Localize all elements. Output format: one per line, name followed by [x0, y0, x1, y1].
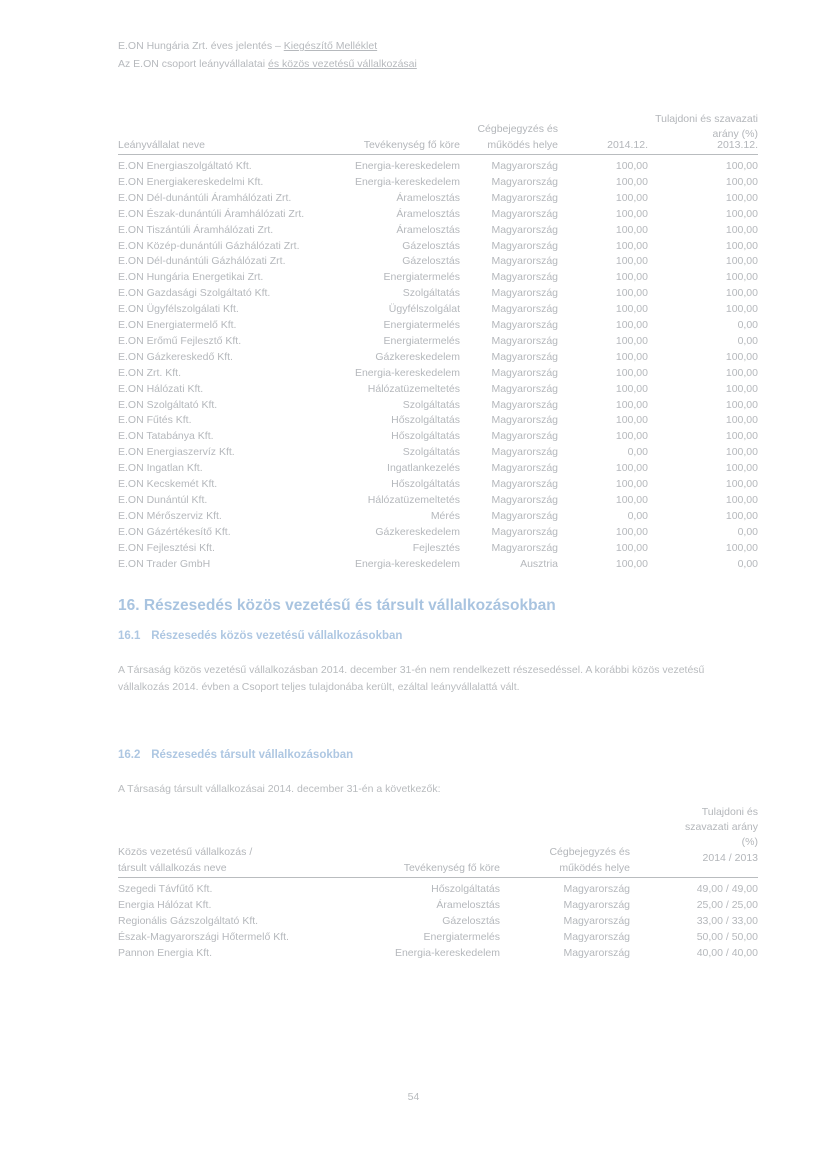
header-line-1 [118, 40, 377, 52]
company-name: E.ON Szolgáltató Kft. [118, 398, 218, 411]
activity: Energia-kereskedelem [354, 366, 460, 379]
country: Magyarország [491, 239, 558, 252]
table2-name-header-line-1: Közös vezetésű vállalkozás / [118, 846, 253, 858]
share-2013: 100,00 [725, 366, 758, 379]
header-line-2-link[interactable]: és közös vezetésű vállalkozásai [268, 58, 417, 70]
table-row [118, 192, 758, 206]
company-name: E.ON Trader GmbH [118, 557, 211, 570]
share-2014: 100,00 [615, 271, 648, 284]
share-values: 49,00 / 49,00 [696, 883, 758, 895]
activity: Gázkereskedelem [375, 350, 460, 363]
section-title-text: Részesedés közös vezetésű és társult vállalkozásokban [143, 597, 556, 614]
activity-header: Tevékenység fő köre [363, 139, 460, 151]
share-values: 25,00 / 25,00 [696, 898, 758, 911]
activity: Ügyfélszolgálat [388, 303, 460, 316]
share-2013: 100,00 [725, 478, 758, 490]
share-2014: 100,00 [615, 334, 648, 347]
share-2014: 100,00 [615, 462, 648, 475]
share-2014: 100,00 [615, 303, 648, 316]
country: Magyarország [491, 525, 558, 538]
activity: Energia-kereskedelem [394, 946, 500, 959]
activity: Energiatermelés [383, 334, 460, 347]
share-values: 50,00 / 50,00 [696, 930, 758, 943]
company-name: Energia Hálózat Kft. [118, 898, 212, 911]
table-row [118, 319, 758, 333]
table-row [118, 494, 758, 508]
company-name: E.ON Tiszántúli Áramhálózati Zrt. [118, 223, 274, 236]
page-number: 54 [407, 1091, 420, 1103]
year2-header: 2013.12. [717, 139, 758, 151]
share-2013: 100,00 [725, 430, 758, 443]
table-row [118, 351, 758, 365]
share-values: 33,00 / 33,00 [696, 914, 758, 927]
country: Magyarország [491, 366, 558, 379]
table-row [118, 176, 758, 190]
share-2013: 100,00 [725, 207, 758, 220]
company-name: E.ON Energiaszervíz Kft. [118, 446, 235, 459]
share-2013: 100,00 [725, 462, 758, 475]
activity: Fejlesztés [412, 541, 460, 554]
activity: Hőszolgáltatás [431, 883, 500, 895]
country: Magyarország [491, 191, 558, 204]
activity: Áramelosztás [396, 191, 460, 204]
share-2013: 100,00 [725, 223, 758, 236]
country: Magyarország [491, 350, 558, 363]
table2-years-header: 2014 / 2013 [702, 852, 758, 864]
table2-name-header-line-2: társult vállalkozás neve [118, 862, 227, 874]
share-2013: 100,00 [725, 271, 758, 284]
share-2013: 100,00 [725, 255, 758, 268]
activity: Hőszolgáltatás [391, 430, 460, 443]
company-name: E.ON Mérőszerviz Kft. [118, 509, 222, 522]
company-name: E.ON Energiatermelő Kft. [118, 319, 237, 331]
table-row [118, 883, 758, 897]
table-row [118, 160, 758, 174]
share-2014: 100,00 [615, 541, 648, 554]
share-2014: 100,00 [615, 287, 648, 300]
table2-share-header-line-3: (%) [741, 836, 758, 848]
table-row [118, 399, 758, 413]
share-2013: 0,00 [737, 319, 758, 331]
share-2013: 0,00 [737, 557, 758, 570]
table-row [118, 446, 758, 460]
share-2013: 100,00 [725, 303, 758, 316]
share-2013: 100,00 [725, 287, 758, 300]
share-2014: 100,00 [615, 350, 648, 363]
table-row [118, 526, 758, 540]
company-name: E.ON Dél-dunántúli Gázhálózati Zrt. [118, 255, 286, 268]
company-name: E.ON Zrt. Kft. [118, 366, 182, 379]
table-row [118, 478, 758, 492]
share-2014: 100,00 [615, 319, 648, 331]
table-row [118, 383, 758, 397]
activity: Hőszolgáltatás [391, 478, 460, 490]
table-row [118, 303, 758, 317]
section-title [118, 597, 556, 615]
table2-header-rule [118, 877, 758, 878]
year1-header: 2014.12. [607, 139, 648, 151]
table2-activity-header: Tevékenység fő köre [403, 862, 500, 874]
country: Ausztria [520, 557, 558, 570]
share-2013: 100,00 [725, 191, 758, 204]
table-row [118, 414, 758, 428]
activity: Energiatermelés [383, 319, 460, 331]
share-title-line-2: arány (%) [712, 128, 758, 140]
share-2013: 100,00 [725, 509, 758, 522]
activity: Áramelosztás [396, 207, 460, 220]
company-name: E.ON Dél-dunántúli Áramhálózati Zrt. [118, 191, 292, 204]
share-2014: 0,00 [627, 446, 648, 459]
table-row [118, 462, 758, 476]
share-2014: 100,00 [615, 207, 648, 220]
share-2013: 100,00 [725, 382, 758, 395]
country: Magyarország [563, 883, 630, 895]
activity: Hőszolgáltatás [391, 414, 460, 427]
company-name: E.ON Ügyfélszolgálati Kft. [118, 303, 239, 316]
subsection-2-title-text: Részesedés társult vállalkozásokban [151, 749, 354, 761]
subsection-1-title [118, 630, 402, 642]
company-name: E.ON Fűtés Kft. [118, 414, 192, 427]
country: Magyarország [491, 255, 558, 268]
table-row [118, 915, 758, 929]
company-name: E.ON Kecskemét Kft. [118, 478, 218, 490]
company-name: E.ON Erőmű Fejlesztő Kft. [118, 334, 242, 347]
subsection-1-number: 16.1 [118, 630, 141, 642]
share-2013: 0,00 [737, 334, 758, 347]
header-line-1-link[interactable]: Kiegészítő Melléklet [283, 40, 378, 52]
activity: Szolgáltatás [402, 287, 460, 300]
country: Magyarország [491, 303, 558, 316]
activity: Energia-kereskedelem [354, 557, 460, 570]
share-2013: 100,00 [725, 350, 758, 363]
company-name: E.ON Észak-dunántúli Áramhálózati Zrt. [118, 207, 305, 220]
company-name: E.ON Közép-dunántúli Gázhálózati Zrt. [118, 239, 300, 252]
share-2013: 100,00 [725, 446, 758, 459]
share-2014: 100,00 [615, 255, 648, 268]
table-row [118, 240, 758, 254]
company-name: E.ON Energiaszolgáltató Kft. [118, 160, 252, 172]
country: Magyarország [563, 914, 630, 927]
activity: Energiatermelés [383, 271, 460, 284]
share-values: 40,00 / 40,00 [696, 946, 758, 959]
table-row [118, 430, 758, 444]
activity: Energia-kereskedelem [354, 160, 460, 172]
table-row [118, 542, 758, 556]
company-name: Észak-Magyarországi Hőtermelő Kft. [118, 930, 289, 943]
activity: Gázelosztás [402, 255, 460, 268]
company-name: E.ON Gázkereskedő Kft. [118, 350, 233, 363]
country: Magyarország [491, 493, 558, 506]
company-name: E.ON Gázértékesítő Kft. [118, 525, 231, 538]
share-2013: 100,00 [725, 398, 758, 411]
share-2013: 100,00 [725, 493, 758, 506]
table2-share-header-line-2: szavazati arány [685, 821, 758, 833]
share-2014: 100,00 [615, 398, 648, 411]
name-header: Leányvállalat neve [118, 139, 205, 151]
header-line-1-prefix: E.ON Hungária Zrt. éves jelentés – [118, 40, 281, 52]
table-row [118, 224, 758, 238]
table2-share-header-line-1: Tulajdoni és [701, 806, 758, 818]
share-2013: 100,00 [725, 160, 758, 172]
company-name: E.ON Hungária Energetikai Zrt. [118, 271, 264, 284]
country: Magyarország [491, 541, 558, 554]
activity: Szolgáltatás [402, 398, 460, 411]
share-2013: 0,00 [737, 525, 758, 538]
country: Magyarország [563, 930, 630, 943]
company-name: Pannon Energia Kft. [118, 946, 212, 959]
company-name: E.ON Energiakereskedelmi Kft. [118, 175, 264, 188]
country: Magyarország [491, 382, 558, 395]
activity: Ingatlankezelés [387, 462, 460, 475]
country: Magyarország [491, 478, 558, 490]
company-name: E.ON Hálózati Kft. [118, 382, 204, 395]
table-row [118, 510, 758, 524]
activity: Gázelosztás [442, 914, 500, 927]
header-line-2-prefix: Az E.ON csoport leányvállalatai [118, 58, 266, 70]
company-name: E.ON Fejlesztési Kft. [118, 541, 215, 554]
share-2013: 100,00 [725, 414, 758, 427]
activity: Gázkereskedelem [375, 525, 460, 538]
activity: Energia-kereskedelem [354, 175, 460, 188]
country: Magyarország [491, 319, 558, 331]
section-number: 16. [118, 597, 140, 614]
table-row [118, 271, 758, 285]
country: Magyarország [491, 223, 558, 236]
share-2014: 0,00 [627, 509, 648, 522]
activity: Szolgáltatás [402, 446, 460, 459]
table2-country-header-line-1: Cégbejegyzés és [549, 846, 630, 858]
subsection-2-title [118, 749, 353, 761]
share-2014: 100,00 [615, 525, 648, 538]
share-2013: 100,00 [725, 175, 758, 188]
share-2014: 100,00 [615, 239, 648, 252]
table-row [118, 558, 758, 572]
share-2013: 100,00 [725, 541, 758, 554]
share-2014: 100,00 [615, 557, 648, 570]
activity: Hálózatüzemeltetés [367, 493, 460, 506]
country: Magyarország [491, 446, 558, 459]
table-row [118, 208, 758, 222]
table1-header-rule [118, 154, 758, 155]
country: Magyarország [491, 160, 558, 172]
country: Magyarország [491, 414, 558, 427]
share-2014: 100,00 [615, 223, 648, 236]
share-2014: 100,00 [615, 366, 648, 379]
table-row [118, 899, 758, 913]
table-row [118, 931, 758, 945]
share-2014: 100,00 [615, 414, 648, 427]
country-header-line-2: működés helye [487, 139, 558, 151]
country: Magyarország [491, 207, 558, 220]
company-name: Regionális Gázszolgáltató Kft. [118, 914, 259, 927]
activity: Áramelosztás [436, 898, 500, 911]
company-name: E.ON Ingatlan Kft. [118, 462, 203, 475]
subsection-2-intro: A Társaság társult vállalkozásai 2014. december 31-én a következők: [118, 783, 441, 795]
header-line-2 [118, 58, 417, 70]
company-name: E.ON Tatabánya Kft. [118, 430, 214, 443]
country: Magyarország [563, 898, 630, 911]
activity: Energiatermelés [423, 930, 500, 943]
share-2014: 100,00 [615, 493, 648, 506]
activity: Hálózatüzemeltetés [367, 382, 460, 395]
subsection-2-number: 16.2 [118, 749, 141, 761]
share-2013: 100,00 [725, 239, 758, 252]
country: Magyarország [491, 430, 558, 443]
country: Magyarország [491, 398, 558, 411]
country-header-line-1: Cégbejegyzés és [477, 123, 558, 135]
share-2014: 100,00 [615, 160, 648, 172]
table-row [118, 367, 758, 381]
country: Magyarország [491, 509, 558, 522]
share-2014: 100,00 [615, 430, 648, 443]
share-2014: 100,00 [615, 191, 648, 204]
share-2014: 100,00 [615, 382, 648, 395]
company-name: Szegedi Távfűtő Kft. [118, 883, 213, 895]
activity: Gázelosztás [402, 239, 460, 252]
table-row [118, 947, 758, 961]
activity: Mérés [430, 509, 460, 522]
country: Magyarország [491, 462, 558, 475]
company-name: E.ON Dunántúl Kft. [118, 493, 208, 506]
country: Magyarország [491, 334, 558, 347]
activity: Áramelosztás [396, 223, 460, 236]
table2-country-header-line-2: működés helye [559, 862, 630, 874]
country: Magyarország [491, 271, 558, 284]
share-title-line-1: Tulajdoni és szavazati [655, 113, 758, 125]
share-2014: 100,00 [615, 175, 648, 188]
company-name: E.ON Gazdasági Szolgáltató Kft. [118, 287, 271, 300]
country: Magyarország [491, 287, 558, 300]
table-row [118, 255, 758, 269]
country: Magyarország [491, 175, 558, 188]
table-row [118, 335, 758, 349]
country: Magyarország [563, 946, 630, 959]
subsection-1-paragraph: A Társaság közös vezetésű vállalkozásban 2014. december 31-én nem rendelkezett részesedéssel. A korábbi közös vezetésű vállalkozás 2014. évben a Csoport teljes tulajdonába került, ezáltal leányvállalattá vált. [118, 664, 705, 693]
share-2014: 100,00 [615, 478, 648, 490]
table-row [118, 287, 758, 301]
subsection-1-title-text: Részesedés közös vezetésű vállalkozásokban [151, 630, 403, 642]
